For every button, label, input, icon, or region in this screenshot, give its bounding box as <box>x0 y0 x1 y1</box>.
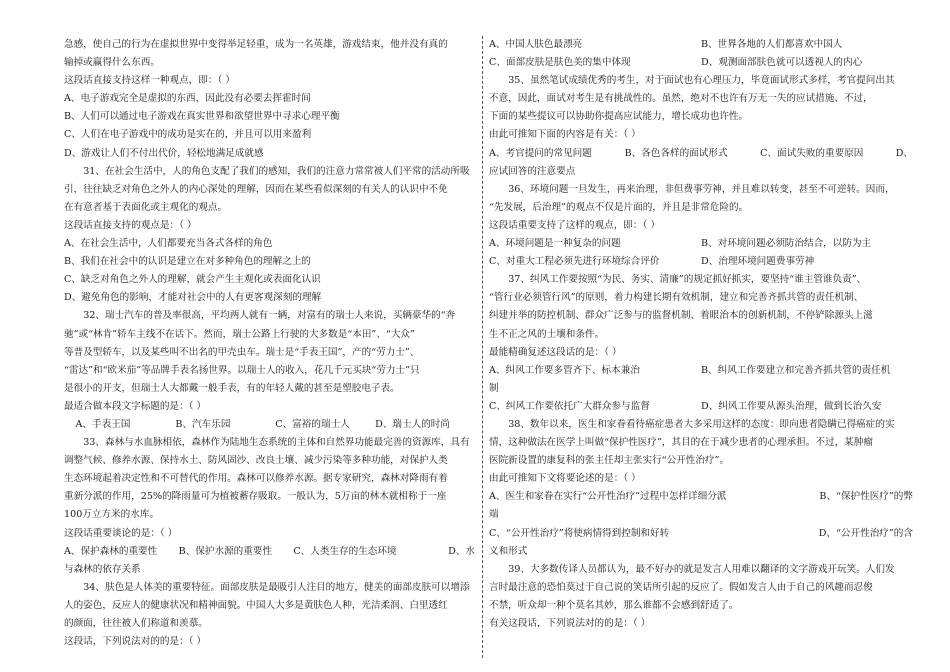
option-b: B、人们可以通过电子游戏在真实世界和欲望世界中寻求心理平衡 <box>64 111 340 123</box>
options-row <box>489 398 913 416</box>
option-a: A、纠风工作要多管齐下、标本兼治 <box>489 364 640 376</box>
option-b: B、汽车乐园 <box>175 418 231 430</box>
options-row <box>489 488 913 506</box>
options-row <box>489 362 913 380</box>
option-b: B、纠风工作要建立和完善齐抓共管的责任机 <box>701 364 891 376</box>
text-line: 38、数年以来，医生和家眷看待癌症患者大多采用这样的态度：即向患者隐瞒已得癌症的实 <box>508 418 895 430</box>
question-stem: 最能精确复述这段话的是：（ ） <box>489 346 622 358</box>
question-stem: 由此可推知下面的内容是有关：（ ） <box>489 129 641 141</box>
option-c: C、人类生存的生态环境 <box>293 545 397 557</box>
text-line: 医院新设置的康复科的张主任却主张实行“公开性治疗”。 <box>489 455 730 467</box>
option-b: B、各色各样的面试形式 <box>624 147 728 159</box>
text-line: 急感，使自己的行为在虚拟世界中变得举足轻重，成为一名英雄，游戏结束，他并没有真的 <box>64 39 448 50</box>
text-line: “雷达”和“欧米茄”等品牌手表名扬世界。以瑞士人的收入，花几千元买块“劳力士”只 <box>64 364 420 376</box>
options-row <box>64 543 475 561</box>
option-b: B、对环境问题必须防治结合，以防为主 <box>701 238 872 250</box>
text-line: 不禁，听众却一种个莫名其妙，那么谁都不会感到舒适了。 <box>489 599 739 611</box>
text-line: “先发展，后治理”的观点不仅是片面的，并且是非常危险的。 <box>489 201 749 213</box>
option-c: C、富裕的瑞士人 <box>275 418 350 430</box>
option-c: C、人们在电子游戏中的成功是实在的，并且可以用来盈利 <box>64 129 312 141</box>
text-line: 下面的某些提议可以协助你提高应试能力，增长成功也许性。 <box>489 111 749 123</box>
text-line: 等普及型轿车，以及某些叫不出名的甲壳虫车。瑞士是“手表王国”，产的“劳力士”、 <box>64 346 420 358</box>
option-c: C、面部皮肤是肤色美的集中体现 <box>489 57 631 69</box>
question-stem: 这段话重要支持了这样的观点，即：（ ） <box>489 219 660 231</box>
option-c: C、缺乏对角色之外人的理解，就会产生主观化或表面化认识 <box>64 274 321 286</box>
text-line: 应试回答的注意要点 <box>489 165 576 177</box>
option-d: D、观测面部肤色就可以透视人的内心 <box>701 57 863 69</box>
options-row <box>489 36 913 54</box>
options-row <box>489 235 913 253</box>
option-a: A、在社会生活中，人们都要充当各式各样的角色 <box>64 238 273 250</box>
text-line: “管行业必须管行风”的原则，着力构建长期有效机制，建立和完善齐抓共管的责任机制、 <box>489 292 864 304</box>
option-d: D、游戏让人们不付出代价，轻松地满足成就感 <box>64 147 264 159</box>
text-line: 39、大多数传译人员都认为，最不好办的就是发言人用难以翻译的文字游戏开玩笑。人们发 <box>508 563 895 575</box>
text-line: 是很小的开支，但瑞士人大都戴一般手表，有的年轻人戴的甚至是塑胶电子表。 <box>64 382 400 394</box>
options-row <box>64 416 475 434</box>
option-a: A、环境问题是一种复杂的问题 <box>489 238 621 250</box>
option-d: D、“公开性治疗”的含 <box>818 527 913 539</box>
options-row <box>489 54 913 72</box>
options-row <box>489 145 913 163</box>
text-line: 情，这种做法在医学上叫做“保护性医疗”，其目的在于减少患者的心理承担。不过，某肿瘤 <box>489 437 873 449</box>
right-column <box>489 36 913 658</box>
text-line: 人的姿色，反应人的健康状况和精神面貌。中国人大多是黄肤色人种，光洁柔润、白里透红 <box>64 599 448 611</box>
text-line: 义和形式 <box>489 545 528 557</box>
option-c: C、对重大工程必须先进行环境综合评价 <box>489 256 660 268</box>
option-a: A、保护森林的重要性 <box>64 545 158 557</box>
text-line: 制 <box>489 382 499 394</box>
text-line: 100万立方米的水库。 <box>64 509 160 521</box>
option-b: B、保护水源的重要性 <box>178 545 273 557</box>
text-line: 37、纠风工作要按照“为民、务实、清廉”的规定抓好抓实，要坚持“谁主管谁负责”、 <box>508 274 867 286</box>
options-row <box>489 253 913 271</box>
text-line: 纠建并举的防控机制、群众广泛参与的监督机制、着眼治本的创新机制，不停铲除源头上滋 <box>489 310 873 322</box>
option-a: A、手表王国 <box>75 418 131 430</box>
text-line: 35、虽然笔试成绩优秀的考生，对于面试也有心理压力，毕竟面试形式多样，考官提问出其 <box>508 75 895 87</box>
option-c: C、“公开性治疗”将使病情得到控制和好转 <box>489 527 670 539</box>
option-d: D、纠风工作要从源头治理，做到长治久安 <box>701 400 882 412</box>
question-stem: 这段话，下列说法对的的是：（ ） <box>64 636 207 648</box>
question-stem: 有关这段话，下列说法对的的是：（ ） <box>489 618 651 629</box>
text-line: 端 <box>489 509 499 521</box>
option-a: A、中国人肤色最漂亮 <box>489 39 583 50</box>
text-line: 36、环境问题一旦发生，再来治理，非但费事劳神，并且难以转变，甚至不可逆转。因而， <box>508 183 895 195</box>
option-c: C、纠风工作要依托广大群众参与监督 <box>489 400 650 412</box>
question-stem: 这段话重要谈论的是：（ ） <box>64 527 178 539</box>
left-column <box>64 36 475 658</box>
text-line: 31、在社会生活中，人的角色支配了我们的感知，我们的注意力常常被人们平常的活动所吸 <box>83 165 470 177</box>
question-stem: 这段话直接支持这样一种观点，即：（ ） <box>64 75 235 87</box>
option-d: D、水 <box>448 545 475 557</box>
option-d: D、 <box>895 147 913 159</box>
option-a: A、医生和家眷在实行“公开性治疗”过程中怎样详细分派 <box>489 491 727 503</box>
options-row <box>489 525 913 543</box>
text-line: 34、肤色是人体美的重要特征。面部皮肤是最吸引人注目的地方，健美的面部皮肤可以增添 <box>83 581 470 593</box>
text-line: 生态环境起着决定性和不可替代的作用。森林可以修养水源。据专家研究，森林对降雨有着 <box>64 473 448 485</box>
question-stem: 这段话直接支持的观点是：（ ） <box>64 219 197 231</box>
text-line: 与森林的依存关系 <box>64 563 141 575</box>
text-line: 引，往往缺乏对角色之外人的内心深处的理解，因而在某些看似深刻的有关人的认识中不免 <box>64 183 448 195</box>
text-line: 不意，因此，面试对考生是有挑战性的。虽然，绝对不也许有万无一失的应试措施、不过， <box>489 93 873 105</box>
text-line: 33、森林与水血脉相依，森林作为陆地生态系统的主体和自然界功能最完善的资源库，具有 <box>83 437 470 449</box>
text-line: 输掉或赢得什么东西。 <box>64 57 160 69</box>
option-c: C、面试失败的重要原因 <box>760 147 864 159</box>
option-b: B、我们在社会中的认识是建立在对多种角色的理解之上的 <box>64 256 311 268</box>
text-line: 调整气候、修养水源、保持水土、防风固沙、改良土壤、减少污染等多种功能，对保护人类 <box>64 455 448 467</box>
text-line: 生不正之风的土壤和条件。 <box>489 328 605 340</box>
question-stem: 由此可推知下文将要论述的是：（ ） <box>489 473 641 485</box>
text-line: 在有意者基于表面化或主观化的观点。 <box>64 201 228 213</box>
text-line: 言时最注意的恐怕莫过于自己说的笑话所引起的反应了。假如发言人由于自己的风趣而忍俊 <box>489 581 873 593</box>
question-stem: 最适合做本段文字标题的是：（ ） <box>64 400 207 412</box>
text-line: 的颜面，往往被人们称道和羡慕。 <box>64 618 208 629</box>
option-a: A、考官提问的常见问题 <box>489 147 592 159</box>
option-b: B、“保护性医疗”的弊 <box>819 491 913 503</box>
option-b: B、世界各地的人们都喜欢中国人 <box>701 39 843 50</box>
option-d: D、瑞士人的时尚 <box>375 418 450 430</box>
option-a: A、电子游戏完全是虚拟的东西，因此没有必要去挥霍时间 <box>64 93 311 105</box>
option-d: D、避免角色的影响，才能对社会中的人有更客观深刻的理解 <box>64 292 322 304</box>
text-line: 驰”或“林肯”轿车主线不在话下。然而，瑞士公路上行驶的大多数是“本田”、“大众” <box>64 328 415 340</box>
option-d: D、治理环境问题费事劳神 <box>701 256 815 268</box>
text-line: 重新分派的作用，25%的降雨量可为植被蓄存吸取。一般认为，5万亩的林木就相称于一座 <box>64 491 447 503</box>
column-divider <box>482 36 483 658</box>
text-line: 32、瑞士汽车的普及率很高，平均两人就有一辆，对富有的瑞士人来说，买辆豪华的“奔 <box>83 310 456 322</box>
